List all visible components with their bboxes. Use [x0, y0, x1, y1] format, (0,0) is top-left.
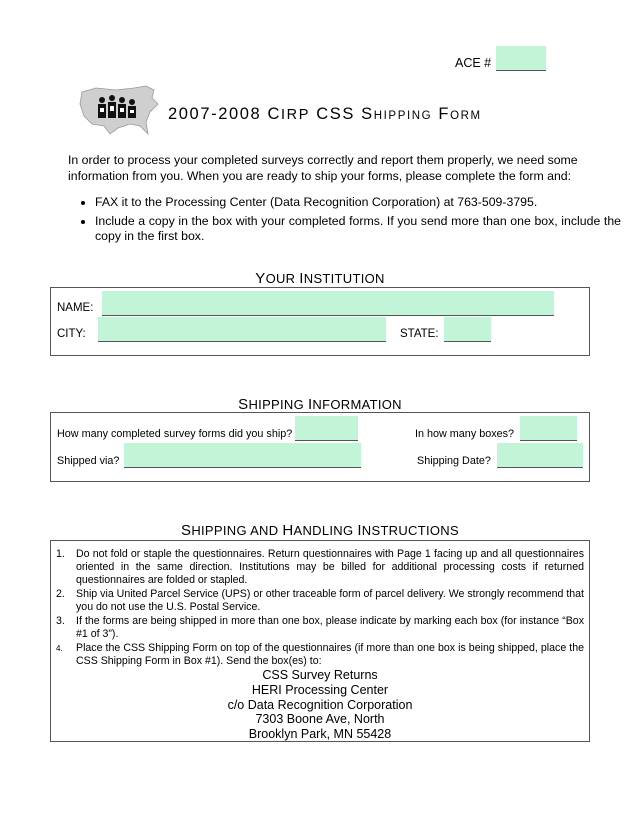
address-line: c/o Data Recognition Corporation	[227, 697, 413, 712]
instruction-item	[56, 548, 584, 587]
title-f: F	[438, 105, 451, 123]
title-css: CSS	[316, 105, 355, 123]
institution-title-i: I	[299, 270, 304, 287]
title-orm: ORM	[450, 110, 482, 122]
instruction-number: 4.	[56, 644, 63, 653]
cirp-logo-icon	[76, 82, 160, 138]
shipping-title-i: I	[307, 396, 313, 413]
instruction-number: 2.	[56, 588, 65, 600]
title-year: 2007-2008	[168, 105, 262, 123]
title-irp: IRP	[281, 107, 311, 123]
shipped-via-label: Shipped via?	[57, 455, 120, 467]
instruction-text: Do not fold or staple the questionnaires. Return questionnaires with Page 1 facing up and all questionnaires oriented in the same direction. Institutions may be billed for additional processing costs if returned questionnaires are folded or stapled.	[76, 548, 584, 586]
instruction-item	[56, 642, 584, 668]
handling-title-hipping-and: HIPPING AND	[191, 523, 279, 538]
city-label: CITY:	[57, 328, 86, 340]
boxes-count-label: In how many boxes?	[415, 428, 515, 440]
name-input[interactable]	[102, 291, 554, 316]
handling-title-andling: ANDLING	[293, 523, 354, 538]
ace-label: ACE #	[455, 56, 492, 70]
bullet-item: • FAX it to the Processing Center (Data Recognition Corporation) at 763-509-3795.	[95, 195, 621, 211]
institution-title	[0, 270, 640, 287]
handling-title-h: H	[282, 522, 294, 539]
address-line: HERI Processing Center	[251, 682, 389, 697]
institution-title-nstitution: NSTITUTION	[303, 271, 385, 286]
handling-title-i: I	[357, 522, 362, 539]
address-line: 7303 Boone Ave, North	[255, 712, 385, 727]
shipping-title-nformation: NFORMATION	[312, 397, 402, 412]
state-input[interactable]	[444, 317, 491, 342]
instruction-item	[56, 615, 584, 641]
shipping-title-s: S	[238, 396, 249, 413]
instructions-list	[56, 548, 584, 669]
address-line: CSS Survey Returns	[262, 668, 378, 682]
intro-bullets	[60, 195, 621, 248]
institution-title-our: OUR	[265, 271, 296, 286]
handling-title	[0, 522, 640, 539]
state-label: STATE:	[400, 328, 439, 340]
instruction-text: If the forms are being shipped in more than one box, please indicate by marking each box (for instance “Box #1 of 3”).	[76, 615, 584, 640]
intro-paragraph: In order to process your completed surveys correctly and report them properly, we need some information from you. When you are ready to ship your forms, please complete the form and:	[68, 153, 578, 183]
shipping-date-label: Shipping Date?	[417, 455, 491, 467]
shipped-via-input[interactable]	[124, 443, 361, 468]
city-input[interactable]	[98, 317, 386, 342]
title-hipping: HIPPING	[373, 110, 433, 122]
instruction-text: Ship via United Parcel Service (UPS) or other traceable form of parcel delivery. We strongly recommend that you do not use the U.S. Postal Service.	[76, 588, 584, 613]
address-line: Brooklyn Park, MN 55428	[248, 727, 392, 742]
form-title	[168, 105, 482, 124]
instruction-text: Place the CSS Shipping Form on top of the questionnaires (if more than one box is being shipped, place the CSS Shipping Form in Box #1). Send the box(es) to:	[76, 642, 584, 667]
ace-input[interactable]	[496, 46, 546, 71]
name-label: NAME:	[57, 302, 94, 314]
forms-count-label: How many completed survey forms did you ship?	[57, 428, 293, 440]
boxes-count-input[interactable]	[520, 416, 577, 441]
forms-count-input[interactable]	[295, 416, 358, 441]
shipping-title-hipping: HIPPING	[248, 397, 305, 412]
instruction-number: 3.	[56, 615, 65, 627]
institution-title-y: Y	[255, 270, 266, 287]
handling-title-s: S	[181, 522, 192, 539]
title-c: C	[267, 105, 282, 123]
instruction-number: 1.	[56, 548, 65, 560]
title-s: S	[361, 105, 374, 123]
shipping-title	[0, 396, 640, 413]
instruction-item	[56, 588, 584, 614]
shipping-address	[0, 668, 640, 742]
handling-title-nstructions: NSTRUCTIONS	[361, 523, 459, 538]
bullet-item: • Include a copy in the box with your completed forms. If you send more than one box, include the copy in the first box.	[95, 214, 621, 245]
shipping-date-input[interactable]	[497, 443, 583, 468]
